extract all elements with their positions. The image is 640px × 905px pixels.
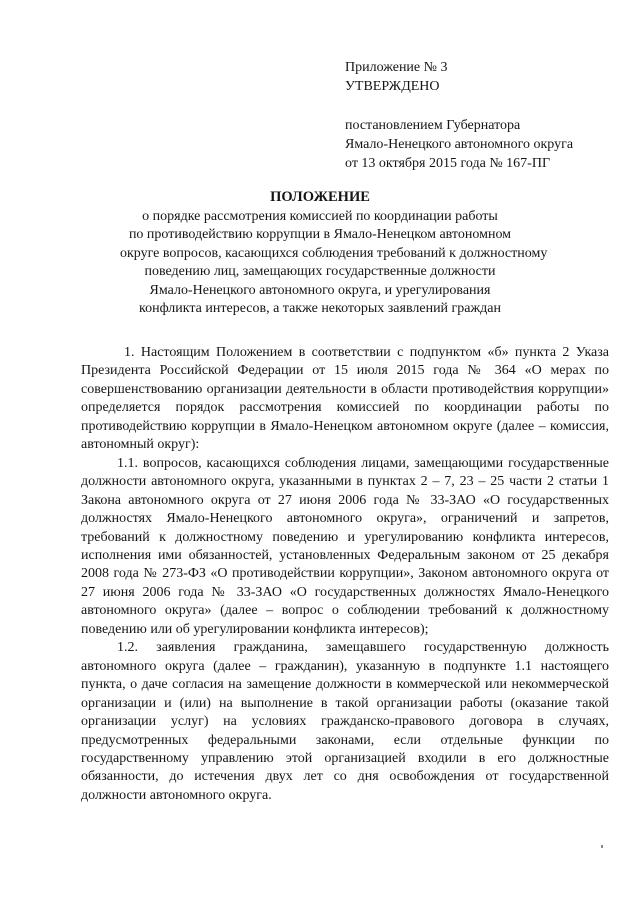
subtitle-line: конфликта интересов, а также некоторых заявлений граждан <box>138 301 502 316</box>
document-title-block <box>120 188 548 319</box>
subtitle-line: о порядке рассмотрения комиссией по координации работы <box>142 208 498 224</box>
appendix-number: Приложение № 3 <box>345 60 448 75</box>
decree-line: Ямало-Ненецкого автономного округа <box>345 137 574 152</box>
paragraph-clause-1-1: 1.1. вопросов, касающихся соблюдения лицами, замещающими государственные должности автономного округа, указанными в пунктах 2 – 7, 23 – 25 части 2 статьи 1 Закона автономного округа от 27 июня 2006 года № 33-ЗАО «О государственных должностях Ямало-Ненецкого автономного округа», ограничений и запретов, требований к должностному поведению и урегулированию конфликта интересов, исполнения ими обязанностей, установленных Федеральным законом от 25 декабря 2008 года № 273-ФЗ «О противодействии коррупции», Законом автономного округа от 27 июня 2006 года № 33-ЗАО «О государственных должностях Ямало-Ненецкого автономного округа» (далее – вопрос о соблюдении требований к должностному поведению или об урегулировании конфликта интересов); <box>81 455 609 637</box>
decree-line: постановлением Губернатора <box>345 118 521 133</box>
subtitle-line: Ямало-Ненецкого автономного округа, и урегулирования <box>149 282 491 298</box>
scan-speck <box>601 845 603 848</box>
approval-block <box>345 58 615 173</box>
approved-stamp: УТВЕРЖДЕНО <box>345 79 440 94</box>
decree-date-line: от 13 октября 2015 года № 167-ПГ <box>345 156 551 171</box>
subtitle-line: поведению лиц, замещающих государственные должности <box>144 264 496 279</box>
paragraph-clause-1-2: 1.2. заявления гражданина, замещавшего государственную должность автономного округа (далее – гражданин), указанную в подпункте 1.1 настоящего пункта, о даче согласия на замещение должности в коммерческой или некоммерческой организации и (или) на выполнение в такой организации работы (оказание такой организации услуг) на условиях гражданско-правового договора в случаях, предусмотренных федеральными законами, если отдельные функции по государственному управлению этой организацией входили в его должностные обязанности, до истечения двух лет со дня освобождения от государственной должности автономного округа. <box>81 640 609 803</box>
document-body <box>81 344 609 805</box>
subtitle-line: округе вопросов, касающихся соблюдения требований к должностному <box>120 245 548 261</box>
document-heading: ПОЛОЖЕНИЕ <box>270 189 370 205</box>
subtitle-line: по противодействию коррупции в Ямало-Ненецком автономном <box>128 227 512 242</box>
paragraph-clause-1: 1. Настоящим Положением в соответствии с подпунктом «б» пункта 2 Указа Президента Российской Федерации от 15 июля 2015 года № 364 «О мерах по совершенствованию организации деятельности в области противодействия коррупции» определяется порядок рассмотрения комиссией по координации работы по противодействию коррупции в Ямало-Ненецком автономном округе (далее – комиссия, автономный округ): <box>81 345 609 453</box>
